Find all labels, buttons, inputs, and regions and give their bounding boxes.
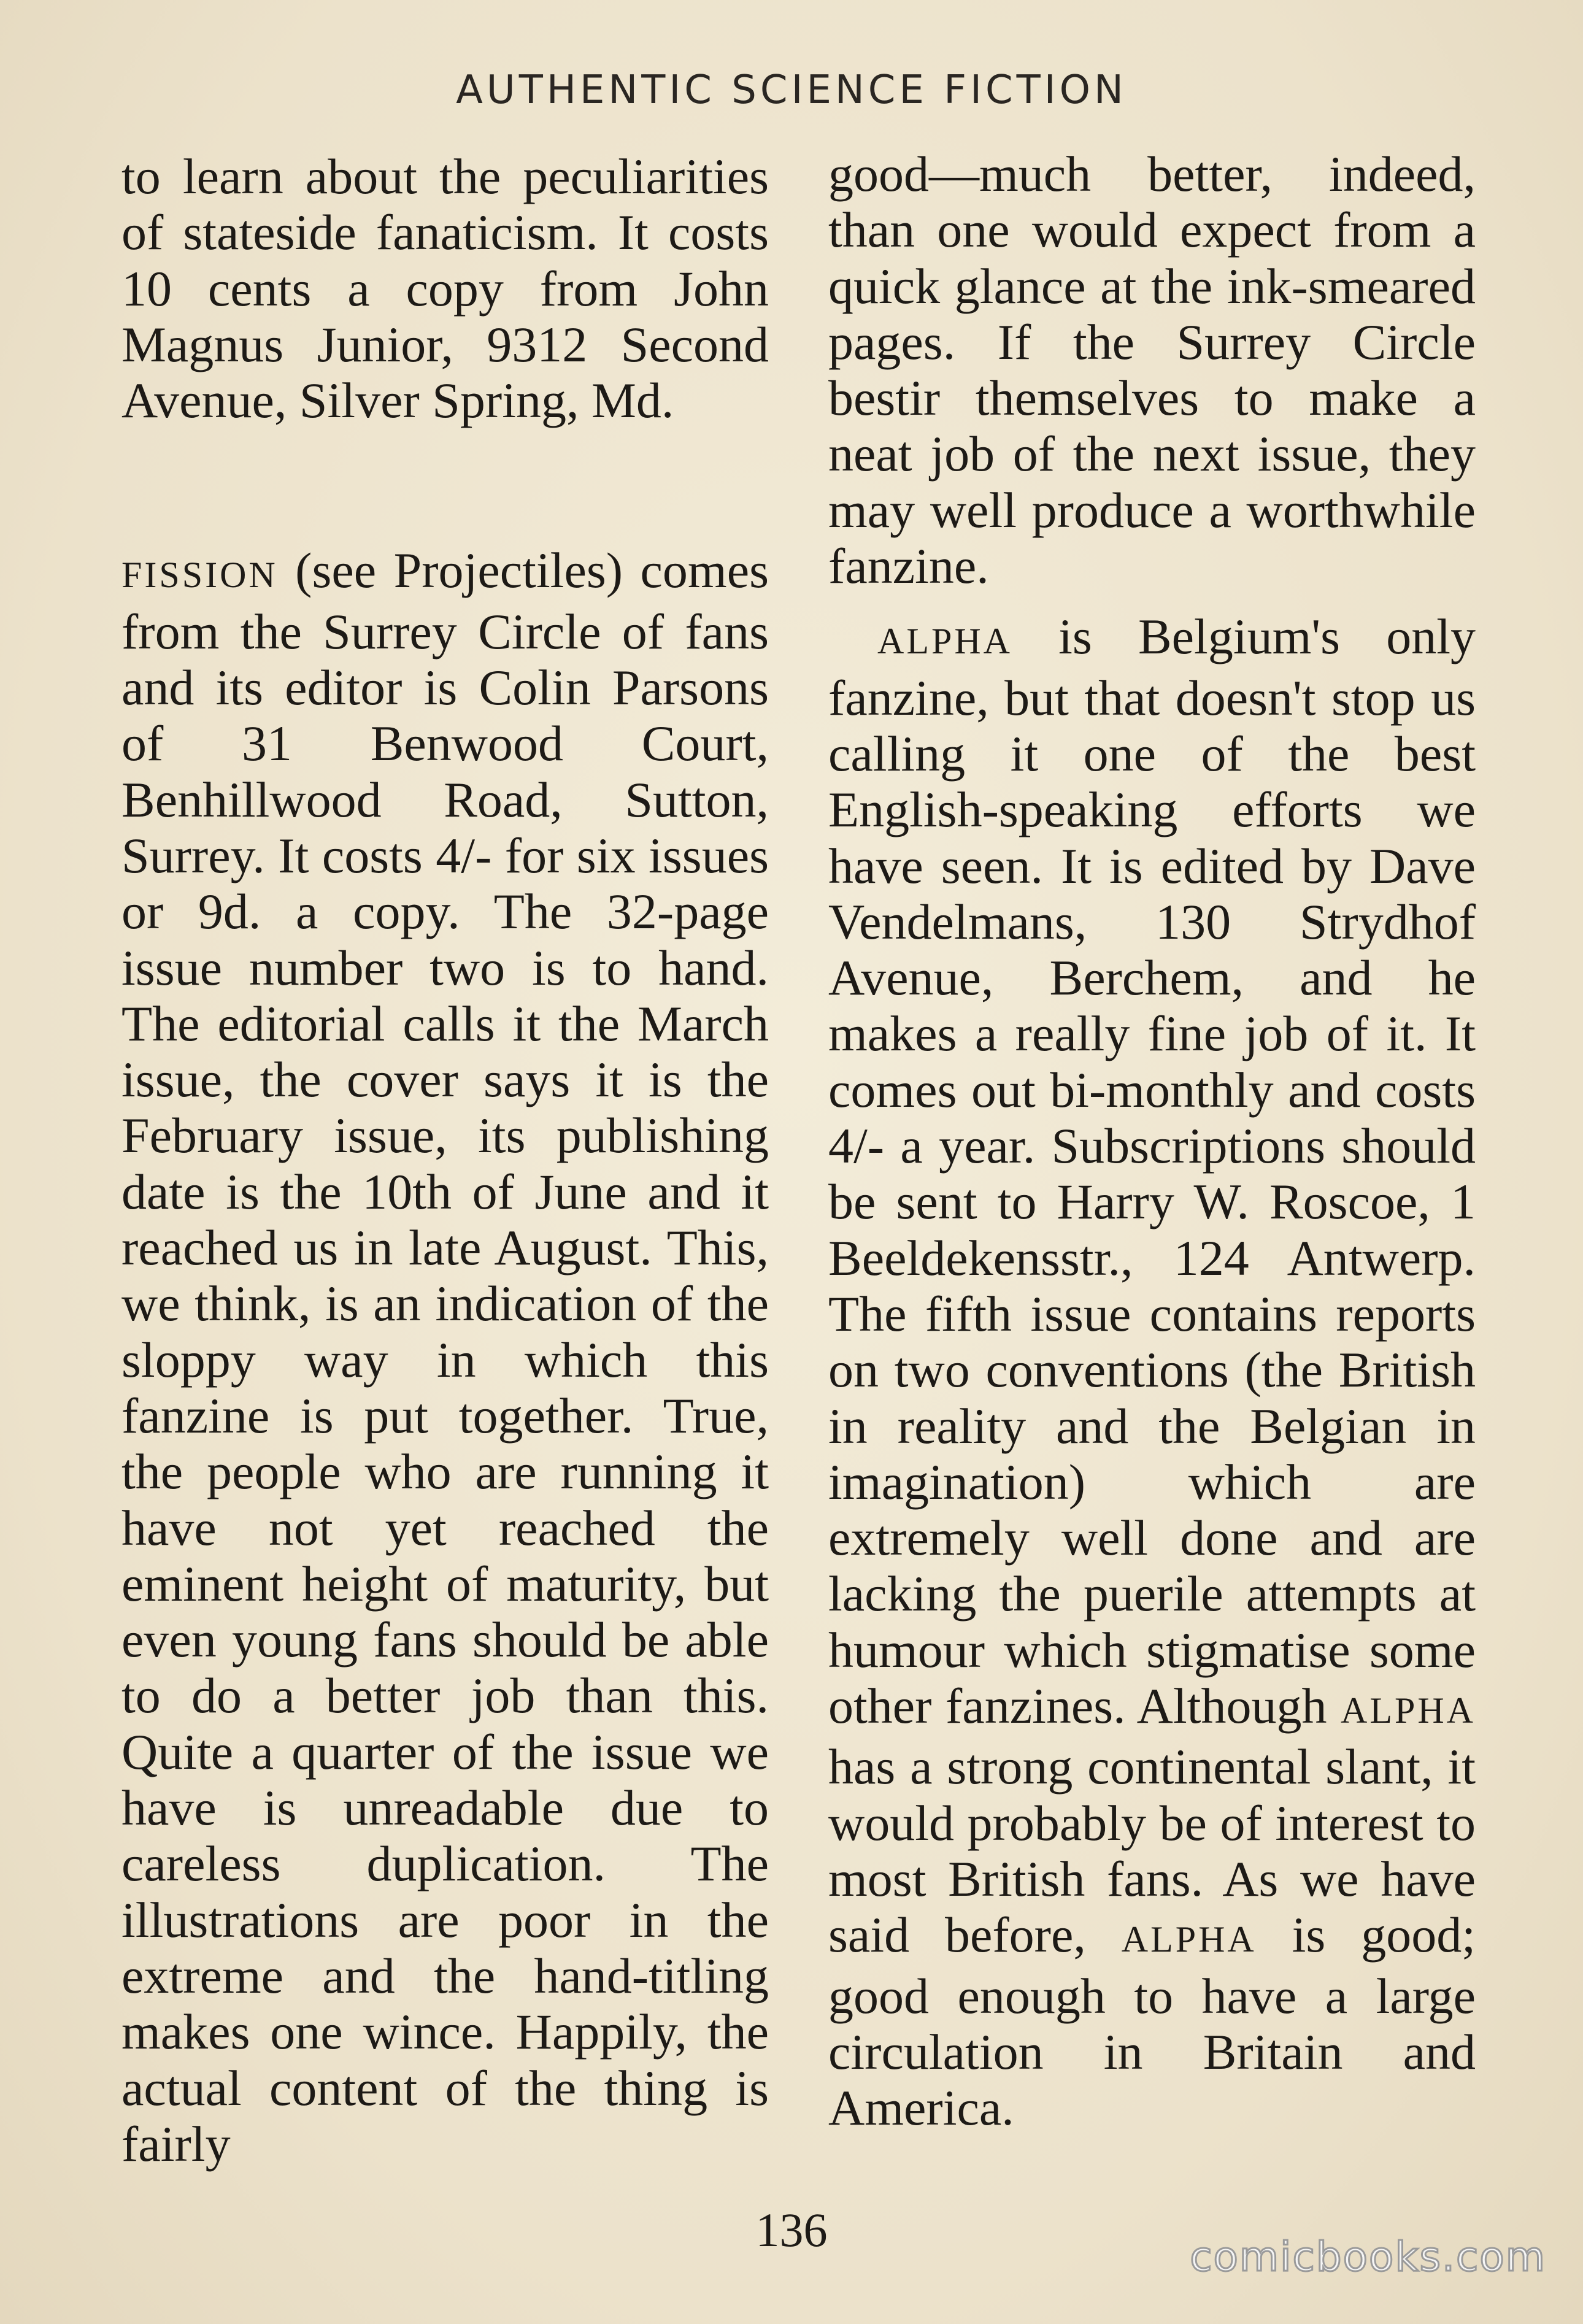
right-paragraph-2-body-a: is Belgium's only fanzine, but that doesn't stop us calling it one of the best English-speaking efforts we have seen. It is edited by Dave Vendelmans, 130 Strydhof Avenue, Berchem, and he makes a really fine job of it. It comes out bi-monthly and costs 4/- a year. Subscriptions should be sent to Harry W. Roscoe, 1 Beeldekensstr., 124 Antwerp. The fifth issue contains reports on two conventions (the British in reality and the Belgian in imagination) which are extremely well done and are lacking the puerile attempts at humour which stigmatise some other fanzines. Although [828, 609, 1476, 1734]
right-paragraph-1: good—much better, indeed, than one would expect from a quick glance at the ink-smeared pages. If the Surrey Circle bestir themselves to make a neat job of the next issue, they may well produce a worthwhile fanzine. [828, 146, 1476, 594]
watermark: comicbooks.com [1190, 2233, 1546, 2280]
left-paragraph-1: to learn about the peculiarities of stateside fanaticism. It costs 10 cents a copy from John Magnus Junior, 9312 Second Avenue, Silver Spring, Md. [121, 148, 769, 429]
alpha-title-3: ALPHA [1121, 1919, 1257, 1960]
left-paragraph-2 [121, 542, 769, 2172]
running-head: AUTHENTIC SCIENCE FICTION [456, 67, 1127, 113]
page-number: 136 [755, 2203, 828, 2257]
alpha-title: ALPHA [877, 621, 1013, 662]
left-paragraph-2-body: (see Projectiles) comes from the Surrey Circle of fans and its editor is Colin Parsons of 31 Benwood Court, Benhillwood Road, Sutton, Surrey. It costs 4/- for six issues or 9d. a copy. The 32-page issue number two is to hand. The editorial calls it the March issue, the cover says it is the February issue, its publishing date is the 10th of June and it reached us in late August. This, we think, is an indication of the sloppy way in which this fanzine is put together. True, the people who are running it have not yet reached the eminent height of maturity, but even young fans should be able to do a better job than this. Quite a quarter of the issue we have is unreadable due to careless duplication. The illustrations are poor in the extreme and the hand-titling makes one wince. Happily, the actual content of the thing is fairly [121, 542, 769, 2172]
alpha-title-2: ALPHA [1340, 1690, 1476, 1731]
fission-title: FISSION [121, 555, 278, 596]
right-paragraph-2 [828, 609, 1476, 2136]
right-paragraph-2-body-b: has a strong continental slant, it would probably be of interest to most British fans. As we have said before, [828, 1739, 1476, 1963]
right-paragraph-2-body-c: is good; good enough to have a large circulation in Britain and America. [828, 1907, 1476, 2136]
right-column [828, 146, 1476, 2136]
left-column [121, 148, 769, 2172]
